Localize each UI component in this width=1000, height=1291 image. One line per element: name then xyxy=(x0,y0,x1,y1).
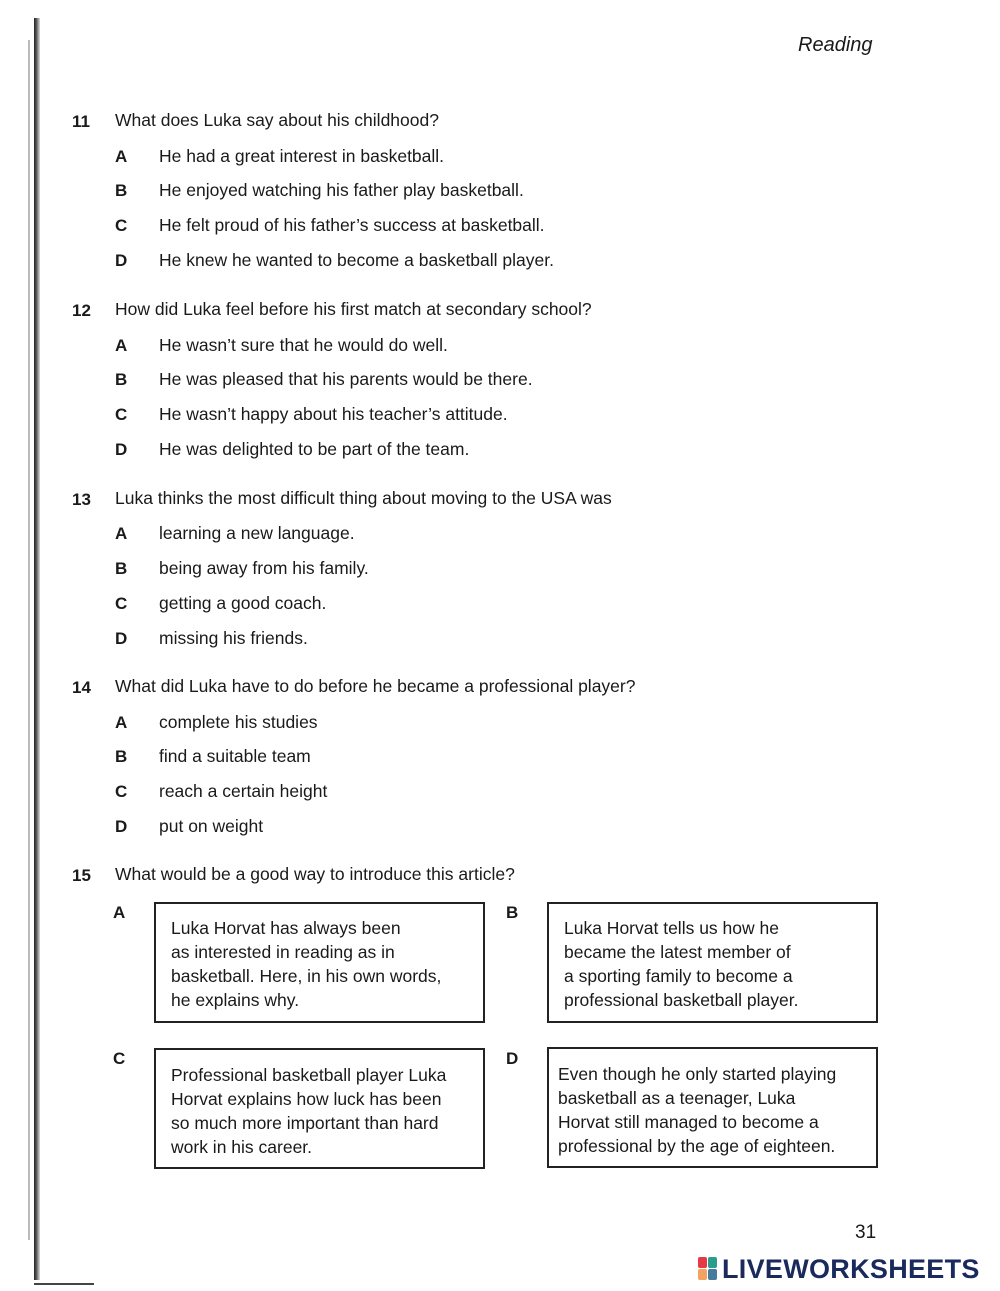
box-line: Professional basketball player Luka xyxy=(171,1065,447,1085)
box-line: professional by the age of eighteen. xyxy=(558,1136,836,1156)
option-letter: D xyxy=(115,629,128,648)
box-line: so much more important than hard xyxy=(171,1113,439,1133)
binding-edge xyxy=(34,18,40,1280)
option-letter: C xyxy=(115,782,128,801)
box-line: basketball as a teenager, Luka xyxy=(558,1088,796,1108)
box-line: a sporting family to become a xyxy=(564,966,793,986)
box-line: professional basketball player. xyxy=(564,990,799,1010)
option-text: He knew he wanted to become a basketball player. xyxy=(159,250,554,270)
question-text: What does Luka say about his childhood? xyxy=(115,110,439,130)
option-letter: A xyxy=(115,336,128,355)
intro-option-b[interactable] xyxy=(547,902,878,1023)
option-letter: A xyxy=(115,524,128,543)
option-letter: D xyxy=(115,817,128,836)
intro-letter-d: D xyxy=(506,1049,519,1068)
option-letter: C xyxy=(115,216,128,235)
intro-option-a[interactable] xyxy=(154,902,485,1023)
option-letter: C xyxy=(115,405,128,424)
option-text: reach a certain height xyxy=(159,781,328,801)
option-text: missing his friends. xyxy=(159,628,308,648)
option-text: He had a great interest in basketball. xyxy=(159,146,445,166)
bottom-rule xyxy=(34,1283,94,1285)
option-text: He wasn’t sure that he would do well. xyxy=(159,335,448,355)
box-line: Horvat still managed to become a xyxy=(558,1112,819,1132)
option-letter: B xyxy=(115,747,128,766)
question-number: 11 xyxy=(72,112,90,131)
box-line: Even though he only started playing xyxy=(558,1064,837,1084)
option-letter: D xyxy=(115,440,128,459)
option-text: complete his studies xyxy=(159,712,318,732)
intro-letter-c: C xyxy=(113,1049,126,1068)
option-text: being away from his family. xyxy=(159,558,369,578)
box-line: Luka Horvat tells us how he xyxy=(564,918,779,938)
box-line: Horvat explains how luck has been xyxy=(171,1089,442,1109)
question-number: 15 xyxy=(72,866,91,885)
option-letter: B xyxy=(115,181,128,200)
intro-option-c[interactable] xyxy=(154,1048,485,1169)
intro-letter-b: B xyxy=(506,903,519,922)
option-text: He felt proud of his father’s success at basketball. xyxy=(159,215,545,235)
option-letter: B xyxy=(115,559,128,578)
option-letter: C xyxy=(115,594,128,613)
intro-option-d[interactable] xyxy=(547,1047,878,1168)
box-line: basketball. Here, in his own words, xyxy=(171,966,442,986)
question-text: What would be a good way to introduce this article? xyxy=(115,864,515,884)
box-line: work in his career. xyxy=(171,1137,313,1157)
box-line: became the latest member of xyxy=(564,942,791,962)
option-text: find a suitable team xyxy=(159,746,311,766)
binding-shadow xyxy=(28,40,30,1240)
box-line: Luka Horvat has always been xyxy=(171,918,401,938)
question-number: 12 xyxy=(72,301,91,320)
question-number: 14 xyxy=(72,678,91,697)
question-text: What did Luka have to do before he became a professional player? xyxy=(115,676,636,696)
option-text: put on weight xyxy=(159,816,264,836)
page-number: 31 xyxy=(855,1222,877,1243)
option-text: He wasn’t happy about his teacher’s attitude. xyxy=(159,404,508,424)
question-text: Luka thinks the most difficult thing about moving to the USA was xyxy=(115,488,612,508)
option-text: learning a new language. xyxy=(159,523,355,543)
box-line: as interested in reading as in xyxy=(171,942,395,962)
intro-letter-a: A xyxy=(113,903,126,922)
liveworksheets-logo-icon xyxy=(698,1257,718,1281)
section-title: Reading xyxy=(798,34,873,56)
option-letter: A xyxy=(115,713,128,732)
option-text: He enjoyed watching his father play basketball. xyxy=(159,180,524,200)
option-text: getting a good coach. xyxy=(159,593,327,613)
option-text: He was delighted to be part of the team. xyxy=(159,439,470,459)
liveworksheets-logo[interactable] xyxy=(698,1254,980,1284)
box-line: he explains why. xyxy=(171,990,300,1010)
question-number: 13 xyxy=(72,490,91,509)
option-letter: B xyxy=(115,370,128,389)
option-text: He was pleased that his parents would be there. xyxy=(159,369,533,389)
logo-text: LIVEWORKSHEETS xyxy=(722,1253,980,1284)
question-text: How did Luka feel before his first match at secondary school? xyxy=(115,299,592,319)
option-letter: D xyxy=(115,251,128,270)
option-letter: A xyxy=(115,147,128,166)
